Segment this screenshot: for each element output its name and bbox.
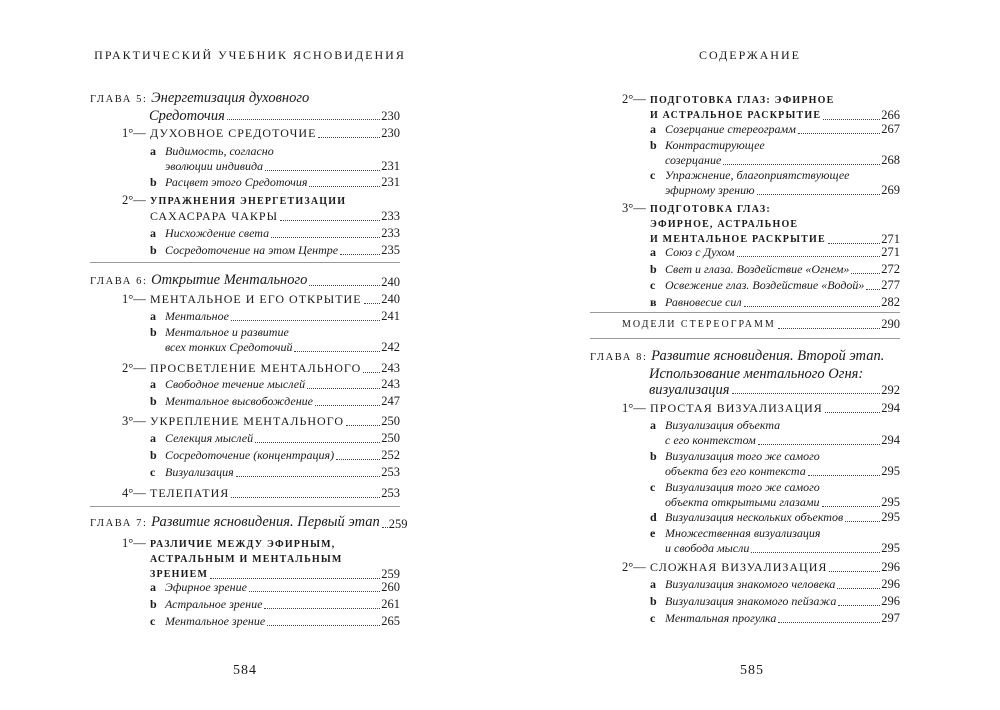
toc-sub-7-3d: в Равновесие сил 282	[650, 295, 900, 309]
toc-sub-5-2a: a Нисхождение света 233	[150, 226, 400, 240]
toc-sub-6-1a: a Ментальное 241	[150, 309, 400, 323]
toc-sub-8-1c: c Визуализация того же самого объекта открытыми глазами 295	[650, 480, 900, 509]
chapter-divider	[590, 312, 900, 313]
toc-sub-5-2b: b Сосредоточение на этом Центре 235	[150, 243, 400, 257]
toc-sub-5-1b: b Расцвет этого Средоточия 231	[150, 175, 400, 189]
toc-section-6-3: 3°— УКРЕПЛЕНИЕ МЕНТАЛЬНОГО 250	[122, 414, 400, 428]
toc-sub-8-2b: b Визуализация знакомого пейзажа 296	[650, 594, 900, 608]
toc-sub-6-3a: a Селекция мыслей 250	[150, 431, 400, 445]
toc-sub-7-2a: a Созерцание стереограмм 267	[650, 122, 900, 136]
toc-sub-7-2b: b Контрастирующее созерцание 268	[650, 138, 900, 167]
toc-sub-7-3b: b Свет и глаза. Воздействие «Огнем» 272	[650, 262, 900, 276]
chapter-divider	[90, 506, 400, 507]
toc-section-6-4: 4°— ТЕЛЕПАТИЯ 253	[122, 486, 400, 500]
toc-sub-8-2c: c Ментальная прогулка 297	[650, 611, 900, 625]
toc-section-8-2: 2°— СЛОЖНАЯ ВИЗУАЛИЗАЦИЯ 296	[622, 560, 900, 574]
toc-section-5-2: 2°— УПРАЖНЕНИЯ ЭНЕРГЕТИЗАЦИИ САХАСРАРА ЧАКРЫ 233	[122, 193, 400, 223]
toc-sub-5-1a: a Видимость, согласно эволюции индивида 231	[150, 144, 400, 173]
toc-chapter-6: ГЛАВА 6: Открытие Ментального 240	[90, 272, 400, 289]
toc-section-8-1: 1°— ПРОСТАЯ ВИЗУАЛИЗАЦИЯ 294	[622, 401, 900, 415]
toc-sub-7-1b: b Астральное зрение 261	[150, 597, 400, 611]
toc-sub-8-1e: e Множественная визуализация и свобода мысли 295	[650, 526, 900, 555]
right-page	[500, 0, 1000, 710]
toc-chapter-5: ГЛАВА 5: Энергетизация духовного Средоточия 230	[90, 90, 400, 124]
chapter-divider	[90, 262, 400, 263]
toc-sub-6-2a: a Свободное течение мыслей 243	[150, 377, 400, 391]
toc-sub-8-1b: b Визуализация того же самого объекта без его контекста 295	[650, 449, 900, 478]
toc-sub-7-3c: c Освежение глаз. Воздействие «Водой» 277	[650, 278, 900, 292]
toc-sub-6-1b: b Ментальное и развитие всех тонких Средоточий 242	[150, 325, 400, 354]
toc-section-7-3: 3°— ПОДГОТОВКА ГЛАЗ: ЭФИРНОЕ, АСТРАЛЬНОЕ И МЕНТАЛЬНОЕ РАСКРЫТИЕ 271	[622, 201, 900, 246]
toc-sub-7-1c: c Ментальное зрение 265	[150, 614, 400, 628]
toc-sub-8-2a: a Визуализация знакомого человека 296	[650, 577, 900, 591]
toc-sub-8-1d: d Визуализация нескольких объектов 295	[650, 510, 900, 524]
page-number-right: 585	[740, 663, 764, 678]
toc-sub-8-1a: a Визуализация объекта с его контекстом 294	[650, 418, 900, 447]
running-head-left: ПРАКТИЧЕСКИЙ УЧЕБНИК ЯСНОВИДЕНИЯ	[94, 48, 406, 62]
toc-chapter-7: ГЛАВА 7: Развитие ясновидения. Первый этап 259	[90, 514, 408, 531]
toc-sub-7-1a: a Эфирное зрение 260	[150, 580, 400, 594]
toc-section-7-2: 2°— ПОДГОТОВКА ГЛАЗ: ЭФИРНОЕ И АСТРАЛЬНОЕ РАСКРЫТИЕ 266	[622, 92, 900, 122]
toc-section-6-2: 2°— ПРОСВЕТЛЕНИЕ МЕНТАЛЬНОГО 243	[122, 361, 400, 375]
toc-sub-7-2c: c Упражнение, благоприятствующее эфирному зрению 269	[650, 168, 900, 197]
toc-sub-6-2b: b Ментальное высвобождение 247	[150, 394, 400, 408]
running-head-right: СОДЕРЖАНИЕ	[699, 48, 801, 62]
toc-section-5-1: 1°— ДУХОВНОЕ СРЕДОТОЧИЕ 230	[122, 126, 400, 140]
toc-sub-6-3b: b Сосредоточение (концентрация) 252	[150, 448, 400, 462]
page-number-left: 584	[233, 663, 257, 678]
toc-sub-7-3a: a Союз с Духом 271	[650, 245, 900, 259]
toc-chapter-8: ГЛАВА 8: Развитие ясновидения. Второй этап. Использование ментального Огня: визуализация 292	[590, 348, 900, 398]
toc-stereogram-models: МОДЕЛИ СТЕРЕОГРАММ 290	[622, 317, 900, 331]
toc-section-7-1: 1°— РАЗЛИЧИЕ МЕЖДУ ЭФИРНЫМ, АСТРАЛЬНЫМ И МЕНТАЛЬНЫМ ЗРЕНИЕМ 259	[122, 536, 400, 581]
chapter-divider	[590, 338, 900, 339]
toc-sub-6-3c: c Визуализация 253	[150, 465, 400, 479]
toc-section-6-1: 1°— МЕНТАЛЬНОЕ И ЕГО ОТКРЫТИЕ 240	[122, 292, 400, 306]
